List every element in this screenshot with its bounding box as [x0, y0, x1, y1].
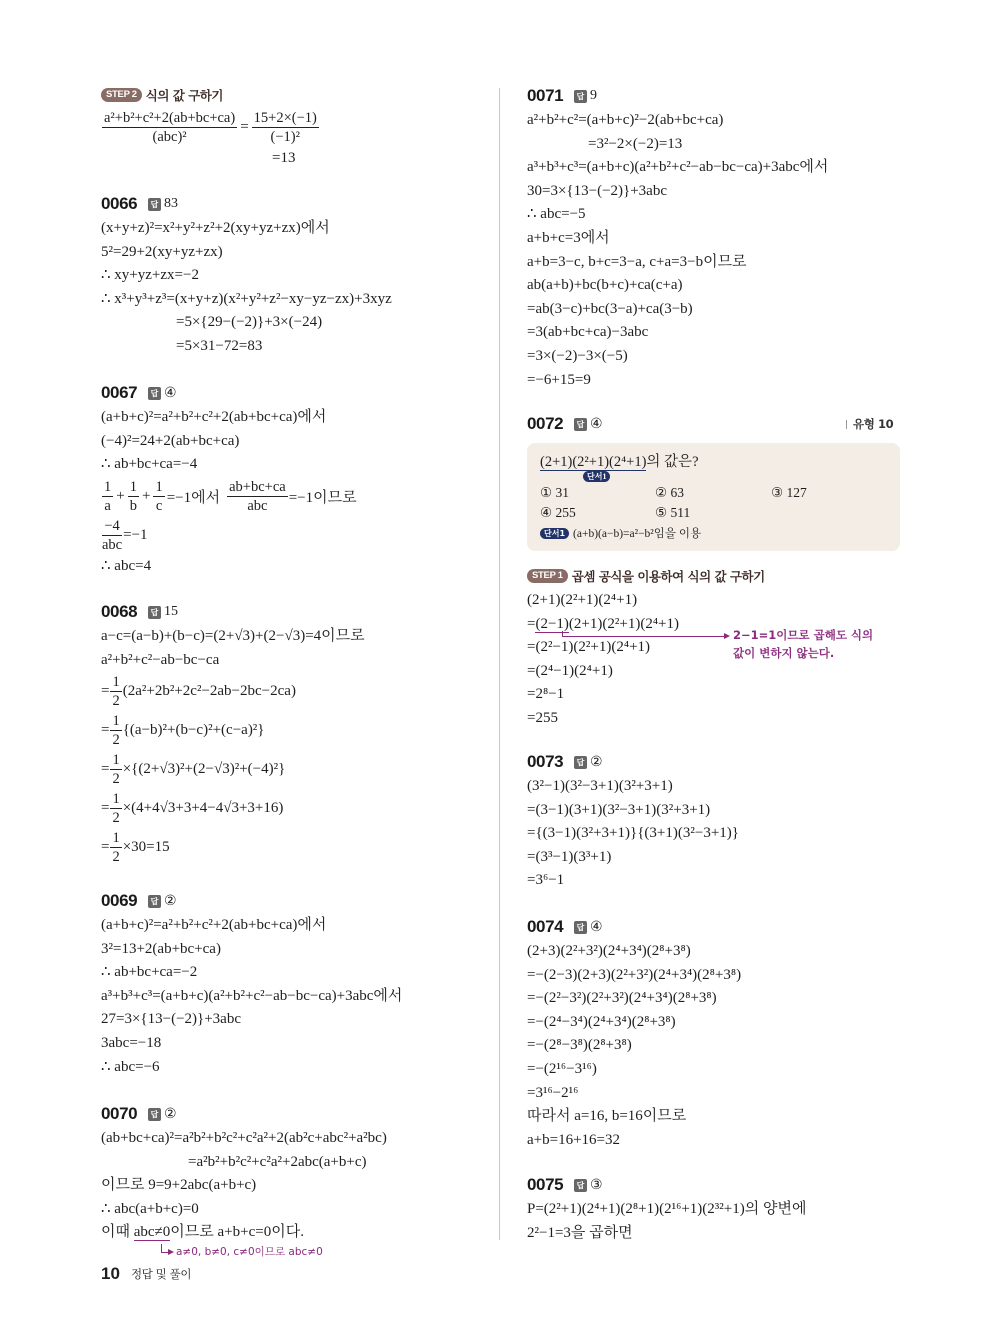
solution-line: =−(2²−3²)(2²+3²)(2⁴+3⁴)(2⁸+3⁸) — [527, 990, 717, 1007]
answer-value: ② — [164, 893, 177, 909]
problem-header — [527, 751, 739, 773]
text-segment: =−1이므로 — [288, 489, 357, 506]
answer-value: 15 — [164, 604, 178, 619]
problem-header — [101, 890, 402, 912]
solution-line: ∴ abc(a+b+c)=0 — [101, 1200, 199, 1217]
solution-0070 — [101, 1103, 387, 1245]
solution-line: (x+y+z)²=x²+y²+z²+2(xy+yz+zx)에서 — [101, 220, 330, 236]
problem-box — [527, 443, 900, 551]
solution-line: (3²−1)(3²−3+1)(3²+3+1) — [527, 778, 673, 794]
type-tag — [846, 416, 893, 432]
problem-header — [527, 1174, 806, 1196]
operator: + — [141, 487, 151, 504]
solution-line: =(3−1)(3+1)(3²−3+1)(3²+3+1) — [527, 801, 711, 818]
numerator: 1 — [112, 830, 120, 847]
solution-line: ∴ ab+bc+ca=−2 — [101, 964, 198, 981]
fraction — [153, 479, 164, 514]
numerator: 1 — [129, 478, 137, 495]
denominator: (−1)² — [270, 129, 300, 145]
hint-badge: 단서1 — [583, 471, 610, 482]
arrow-right-icon — [168, 1249, 174, 1255]
annotation-note: a≠0, b≠0, c≠0이므로 abc≠0 — [176, 1246, 323, 1258]
page-number: 10 — [101, 1264, 120, 1283]
solution-line: (ab+bc+ca)²=a²b²+b²c²+c²a²+2(ab²c+abc²+a²bc) — [101, 1130, 387, 1146]
question-suffix: 의 값은? — [646, 454, 699, 470]
text-segment: {(a−b)²+(b−c)²+(c−a)²} — [122, 722, 265, 739]
problem-header — [101, 193, 392, 215]
solution-line: P=(2²+1)(2⁴+1)(2⁸+1)(2¹⁶+1)(2³²+1)의 양변에 — [527, 1201, 807, 1217]
solution-line: =2⁸−1 — [527, 686, 565, 703]
problem-number: 0075 — [527, 1175, 564, 1194]
fraction — [110, 713, 121, 748]
fraction-line — [101, 672, 365, 711]
numerator: 1 — [112, 713, 120, 730]
numerator: 1 — [155, 478, 163, 495]
answer-value: ③ — [590, 1177, 603, 1193]
solution-line: ∴ abc=4 — [101, 557, 152, 574]
equals-sign: = — [527, 615, 536, 632]
fraction-line — [101, 477, 357, 516]
solution-line: =3×(−2)−3×(−5) — [527, 347, 628, 364]
solution-line: =(2⁴−1)(2⁴+1) — [527, 662, 613, 679]
answer-icon: 답 — [574, 90, 587, 103]
solution-line: ={(3−1)(3²+3+1)}{(3+1)(3²−3+1)} — [527, 825, 739, 842]
solution-line: ab(a+b)+bc(b+c)+ca(c+a) — [527, 277, 683, 294]
solution-line: a+b=16+16=32 — [527, 1131, 620, 1148]
equals-sign: = — [101, 839, 110, 856]
text-segment: 이므로 a+b+c=0이다. — [170, 1224, 304, 1241]
hint-text: (a+b)(a−b)=a²−b²임을 이용 — [573, 528, 702, 540]
answer-value: ④ — [590, 919, 603, 935]
problem-question — [540, 453, 699, 471]
step-header — [527, 565, 765, 587]
answer-value: 83 — [164, 196, 178, 211]
answer-value: ④ — [590, 416, 603, 432]
solution-0067 — [101, 382, 357, 578]
problem-number: 0074 — [527, 917, 564, 936]
result-line: =13 — [272, 150, 296, 166]
text-segment: =−1에서 — [166, 489, 221, 506]
numerator: −4 — [104, 517, 120, 534]
answer-icon: 답 — [574, 1179, 587, 1192]
solution-line: =3²−2×(−2)=13 — [588, 135, 683, 152]
annotation-note — [733, 626, 873, 662]
fraction-line — [101, 711, 365, 750]
solution-line: (−4)²=24+2(ab+bc+ca) — [101, 432, 240, 449]
solution-line: =(3³−1)(3³+1) — [527, 848, 612, 865]
fraction-lhs — [102, 110, 237, 145]
problem-number: 0072 — [527, 414, 564, 433]
solution-line: =255 — [527, 709, 558, 726]
hint-row — [540, 525, 701, 541]
problem-header — [527, 916, 741, 938]
underlined-term: abc≠0 — [133, 1224, 171, 1241]
problem-number: 0073 — [527, 752, 564, 771]
numerator: 1 — [112, 752, 120, 769]
solution-0073 — [527, 751, 739, 893]
choice-3: ③ 127 — [771, 485, 807, 500]
numerator: 1 — [112, 674, 120, 691]
problem-header — [101, 382, 357, 404]
solution-line: =−6+15=9 — [527, 371, 591, 388]
answer-value: ② — [164, 1106, 177, 1122]
problem-number: 0067 — [101, 383, 138, 402]
answer-icon: 답 — [574, 418, 587, 431]
solution-line: 3²=13+2(ab+bc+ca) — [101, 940, 221, 957]
fraction-equation — [101, 108, 320, 147]
answer-icon: 답 — [574, 921, 587, 934]
problem-header — [527, 413, 603, 435]
solution-0068 — [101, 601, 365, 867]
choice-5: ⑤ 511 — [655, 505, 691, 520]
type-tag-label: 유형 10 — [853, 417, 894, 431]
operator: + — [116, 487, 125, 504]
step2-block — [101, 84, 320, 171]
solution-line: =3¹⁶−2¹⁶ — [527, 1084, 579, 1101]
solution-line: =−(2⁴−3⁴)(2⁴+3⁴)(2⁸+3⁸) — [527, 1013, 676, 1030]
step-header — [101, 84, 320, 106]
fraction — [128, 479, 139, 514]
solution-line: 30=3×{13−(−2)}+3abc — [527, 182, 668, 199]
tag-separator — [846, 420, 847, 429]
solution-line: 2²−1=3을 곱하면 — [527, 1224, 633, 1241]
solution-line: a³+b³+c³=(a+b+c)(a²+b²+c²−ab−bc−ca)+3abc에서 — [101, 987, 403, 1004]
solution-line: =3⁶−1 — [527, 872, 565, 889]
equals-sign: = — [101, 761, 110, 778]
text-segment: =−1 — [123, 526, 148, 543]
text-segment: (2a²+2b²+2c²−2ab−2bc−2ca) — [122, 683, 296, 700]
numerator: 1 — [112, 791, 120, 808]
solution-line: (a+b+c)²=a²+b²+c²+2(ab+bc+ca)에서 — [101, 917, 327, 933]
solution-line: a²+b²+c²=(a+b+c)²−2(ab+bc+ca) — [527, 112, 724, 128]
solution-line: =ab(3−c)+bc(3−a)+ca(3−b) — [527, 300, 693, 317]
answer-icon: 답 — [148, 895, 161, 908]
solution-0075 — [527, 1174, 806, 1245]
solution-line: =5×{29−(−2)}+3×(−24) — [176, 314, 323, 331]
text-segment: ×{(2+√3)²+(2−√3)²+(−4)²} — [122, 761, 286, 778]
problem-number: 0069 — [101, 891, 138, 910]
annotation-line: 2−1=1이므로 곱해도 식의 — [733, 628, 874, 642]
equals-sign: = — [101, 683, 110, 700]
equals-sign: = — [101, 800, 110, 817]
fraction-rhs — [252, 110, 319, 145]
equals-sign: = — [101, 722, 110, 739]
text-segment: ×30=15 — [122, 839, 170, 856]
fraction — [227, 479, 288, 514]
text-segment: 이때 — [101, 1224, 134, 1241]
solution-line: =−(2⁸−3⁸)(2⁸+3⁸) — [527, 1037, 632, 1054]
fraction — [102, 518, 122, 553]
choice-4: ④ 255 — [540, 505, 576, 520]
numerator: 1 — [104, 478, 112, 495]
choice-1: ① 31 — [540, 485, 569, 500]
denominator: b — [129, 497, 137, 514]
denominator: 2 — [112, 771, 120, 788]
column-divider — [499, 88, 500, 1240]
text-segment: (2+1)(2²+1)(2⁴+1) — [568, 615, 679, 632]
solution-0074 — [527, 916, 741, 1152]
footer-title: 정답 및 풀이 — [131, 1267, 192, 1281]
step1-block — [527, 565, 765, 731]
fraction-line — [101, 516, 357, 555]
fraction — [110, 830, 121, 865]
answer-icon: 답 — [148, 198, 161, 211]
denominator: 2 — [112, 732, 120, 749]
solution-line: ∴ xy+yz+zx=−2 — [101, 267, 199, 284]
solution-line: ∴ abc=−6 — [101, 1058, 160, 1075]
text-segment: ×(4+4√3+3+4−4√3+3+16) — [122, 800, 284, 817]
problem-number: 0070 — [101, 1104, 138, 1123]
fraction — [110, 674, 121, 709]
solution-line: =a²b²+b²c²+c²a²+2abc(a+b+c) — [188, 1153, 367, 1170]
solution-line: ∴ ab+bc+ca=−4 — [101, 456, 198, 473]
denominator: 2 — [112, 849, 120, 866]
denominator: 2 — [112, 693, 120, 710]
solution-line: ∴ x³+y³+z³=(x+y+z)(x²+y²+z²−xy−yz−zx)+3xyz — [101, 290, 392, 307]
solution-line: =3(ab+bc+ca)−3abc — [527, 324, 649, 341]
denominator: abc — [102, 536, 123, 553]
numerator: a²+b²+c²+2(ab+bc+ca) — [104, 110, 236, 126]
solution-line: (2+1)(2²+1)(2⁴+1) — [527, 592, 638, 608]
solution-line: a²+b²+c²−ab−bc−ca — [101, 651, 220, 668]
problem-number: 0071 — [527, 86, 564, 105]
solution-line: =(2²−1)(2²+1)(2⁴+1) — [527, 639, 651, 656]
solution-0072 — [527, 413, 603, 437]
step-badge: STEP 1 — [527, 569, 568, 583]
fraction — [110, 791, 121, 826]
solution-line: a³+b³+c³=(a+b+c)(a²+b²+c²−ab−bc−ca)+3abc에서 — [527, 159, 829, 176]
annotation-line: 값이 변하지 않는다. — [733, 646, 835, 660]
step-title: 곱셈 공식을 이용하여 식의 값 구하기 — [571, 569, 765, 584]
denominator: abc — [247, 497, 268, 514]
solution-line: ∴ abc=−5 — [527, 206, 586, 223]
equals-sign: = — [240, 119, 249, 135]
step-badge: STEP 2 — [101, 88, 142, 102]
fraction-line — [101, 750, 365, 789]
numerator: 15+2×(−1) — [253, 110, 317, 126]
annotation-bracket — [562, 631, 726, 637]
answer-icon: 답 — [574, 756, 587, 769]
problem-header — [101, 1103, 387, 1125]
fraction-line — [101, 789, 365, 828]
solution-0069 — [101, 890, 402, 1079]
solution-line: =−(2−3)(2+3)(2²+3²)(2⁴+3⁴)(2⁸+3⁸) — [527, 966, 742, 983]
solution-line: a−c=(a−b)+(b−c)=(2+√3)+(2−√3)=4이므로 — [101, 628, 365, 644]
question-expression: (2+1)(2²+1)(2⁴+1) — [540, 454, 647, 470]
fraction — [110, 752, 121, 787]
answer-value: 9 — [590, 88, 597, 103]
solution-line: 27=3×{13−(−2)}+3abc — [101, 1011, 242, 1028]
problem-header — [527, 85, 828, 107]
solution-line: a+b=3−c, b+c=3−a, c+a=3−b이므로 — [527, 253, 747, 270]
answer-value: ② — [590, 754, 603, 770]
solution-line: 5²=29+2(xy+yz+zx) — [101, 243, 223, 260]
answer-icon: 답 — [148, 387, 161, 400]
denominator: a — [104, 497, 111, 514]
underlined-term: (2−1) — [535, 615, 569, 632]
solution-line: a+b+c=3에서 — [527, 229, 610, 246]
solution-0071 — [527, 85, 828, 392]
solution-line: (2+3)(2²+3²)(2⁴+3⁴)(2⁸+3⁸) — [527, 943, 691, 959]
answer-icon: 답 — [148, 606, 161, 619]
answer-icon: 답 — [148, 1108, 161, 1121]
fraction-line — [101, 828, 365, 867]
solution-line: =−(2¹⁶−3¹⁶) — [527, 1060, 597, 1077]
choice-2: ② 63 — [655, 485, 684, 500]
solution-line: 3abc=−18 — [101, 1034, 162, 1051]
problem-header — [101, 601, 365, 623]
solution-line: =5×31−72=83 — [176, 337, 263, 354]
answer-value: ④ — [164, 385, 177, 401]
problem-number: 0066 — [101, 194, 138, 213]
denominator: c — [155, 497, 163, 514]
solution-line — [101, 1221, 387, 1245]
page-footer — [101, 1263, 191, 1285]
solution-line: 이므로 9=9+2abc(a+b+c) — [101, 1177, 257, 1194]
solution-0066 — [101, 193, 392, 359]
denominator: 2 — [112, 810, 120, 827]
solution-line: 따라서 a=16, b=16이므로 — [527, 1108, 687, 1125]
arrow-right-icon — [724, 633, 730, 639]
fraction — [102, 479, 113, 514]
problem-number: 0068 — [101, 602, 138, 621]
denominator: (abc)² — [152, 129, 187, 145]
numerator: ab+bc+ca — [229, 478, 286, 495]
step-title: 식의 값 구하기 — [145, 88, 223, 103]
hint-badge: 단서1 — [540, 528, 569, 539]
solution-line: (a+b+c)²=a²+b²+c²+2(ab+bc+ca)에서 — [101, 409, 327, 425]
